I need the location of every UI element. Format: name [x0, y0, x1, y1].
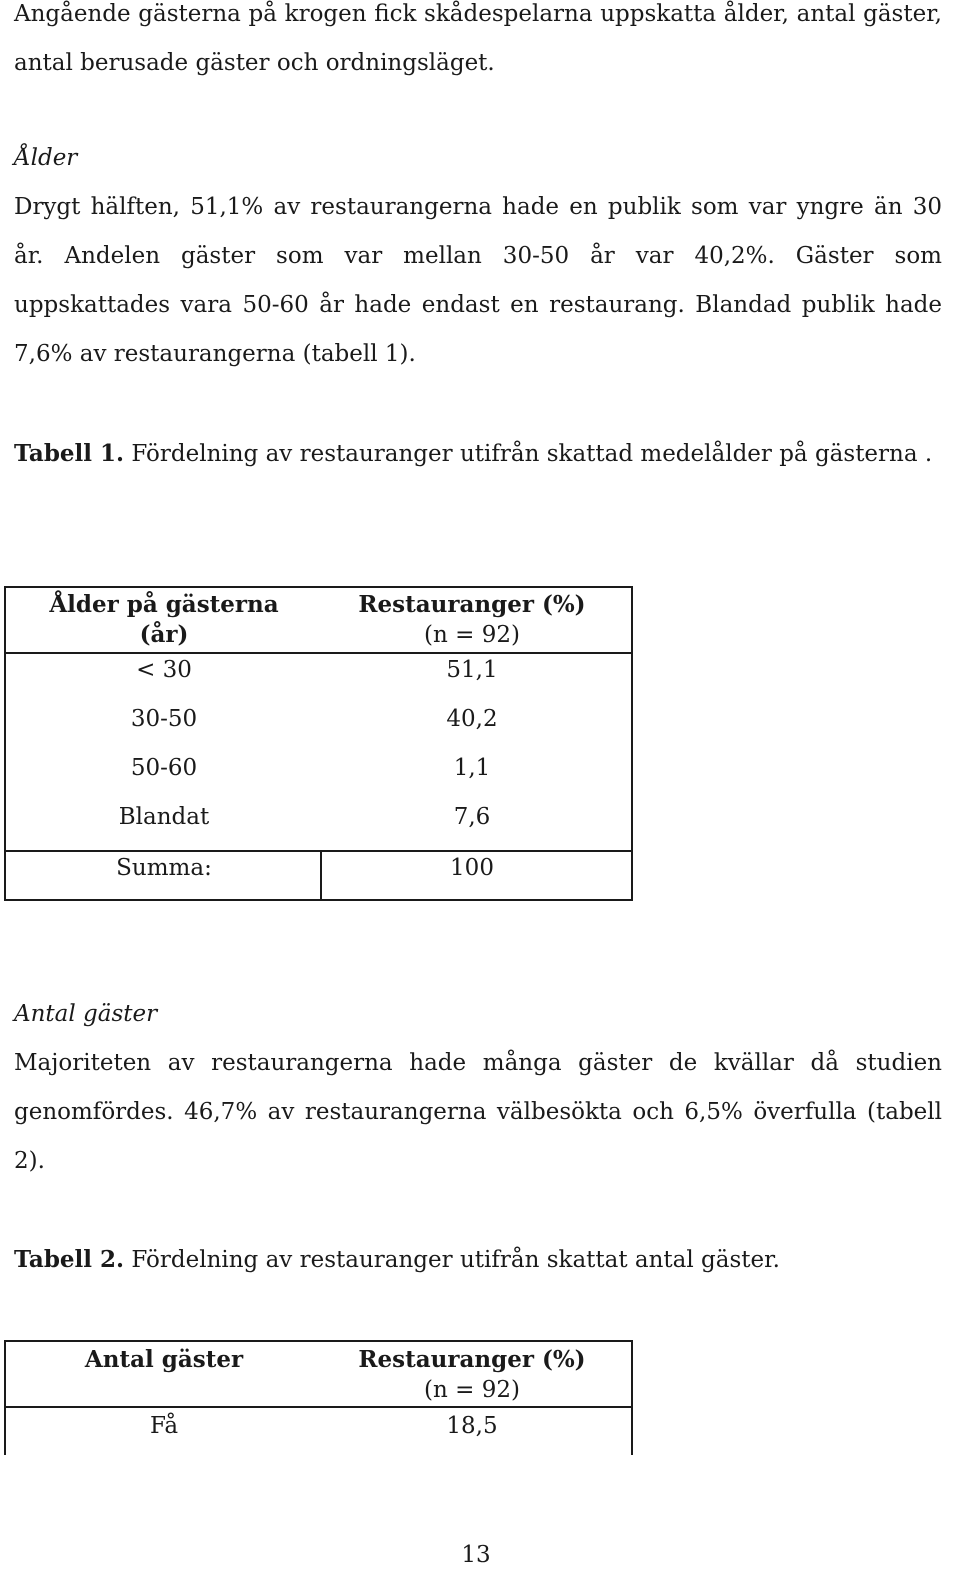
table2-row-label: Få	[149, 1413, 179, 1439]
table1-row-value: 40,2	[446, 706, 498, 732]
table1-col1-header-line2: (år)	[139, 621, 189, 648]
table1-row-value: 1,1	[453, 755, 491, 781]
table1-col2-header-line2: (n = 92)	[424, 622, 520, 648]
table1-sum-label: Summa:	[116, 855, 212, 881]
table1-row-label: Blandat	[118, 804, 210, 830]
table1-row-label: 30-50	[130, 706, 198, 732]
section-body-guests: Majoriteten av restaurangerna hade många gäster de kvällar då studien genomfördes. 46,7% av restaurangerna välbesökta och 6,5% överfulla (tabell 2).	[14, 1050, 942, 1174]
table1-row-value: 7,6	[453, 804, 491, 830]
section-heading-guests: Antal gäster	[14, 1001, 158, 1027]
table2-header-divider	[4, 1406, 633, 1408]
table2-top-border	[4, 1340, 633, 1342]
table2-col2-header-line2: (n = 92)	[424, 1377, 520, 1403]
table1-caption-text: Fördelning av restauranger utifrån skattad medelålder på gästerna .	[124, 441, 933, 467]
table1-col2-header-line1: Restauranger (%)	[358, 591, 586, 618]
table2-right-border	[631, 1340, 633, 1455]
table2-left-border	[4, 1340, 6, 1455]
intro-paragraph: Angående gästerna på krogen fick skådespelarna uppskatta ålder, antal gäster, antal berusade gäster och ordningsläget.	[14, 1, 942, 76]
table2-col2-header-line1: Restauranger (%)	[358, 1346, 586, 1373]
table1-row-label: 50-60	[130, 755, 198, 781]
table1-caption-label: Tabell 1.	[14, 440, 125, 467]
table1-caption	[14, 429, 934, 479]
table1-row-value: 51,1	[446, 657, 498, 683]
table2-row-value: 18,5	[446, 1413, 498, 1439]
table2-caption	[14, 1235, 934, 1285]
table1-row-label: < 30	[136, 657, 192, 683]
table1-sum-value: 100	[450, 855, 494, 881]
table2-caption-text: Fördelning av restauranger utifrån skattat antal gäster.	[124, 1247, 780, 1273]
table2-caption-label: Tabell 2.	[14, 1246, 125, 1273]
section-heading-age: Ålder	[14, 145, 78, 171]
section-body-age: Drygt hälften, 51,1% av restaurangerna hade en publik som var yngre än 30 år. Andelen gäster som var mellan 30-50 år var 40,2%. Gäster som uppskattades vara 50-60 år hade endast en restaurang. Blandad publik hade 7,6% av restaurangerna (tabell 1).	[14, 194, 942, 367]
page-number: 13	[461, 1542, 491, 1568]
table2-col1-header: Antal gäster	[84, 1346, 244, 1373]
table1-col1-header-line1: Ålder på gästerna	[49, 591, 279, 618]
